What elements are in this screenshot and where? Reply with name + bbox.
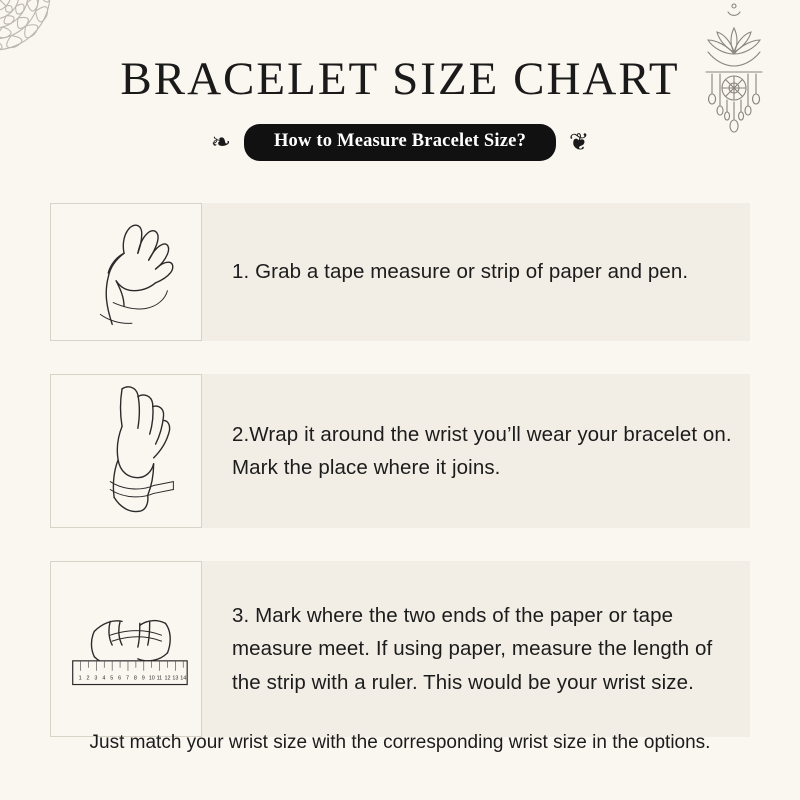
step-text: 1. Grab a tape measure or strip of paper and pen. bbox=[232, 260, 689, 284]
svg-text:11: 11 bbox=[156, 675, 163, 682]
svg-text:10: 10 bbox=[148, 675, 155, 682]
svg-text:8: 8 bbox=[133, 675, 137, 682]
svg-text:14: 14 bbox=[180, 675, 187, 682]
svg-text:7: 7 bbox=[126, 675, 130, 682]
list-item bbox=[50, 203, 750, 341]
flourish-left-icon: ❧ bbox=[210, 129, 232, 156]
svg-text:4: 4 bbox=[102, 675, 106, 682]
hands-measuring-strip-with-ruler-illustration bbox=[50, 561, 202, 737]
list-item bbox=[50, 561, 750, 737]
svg-text:5: 5 bbox=[110, 675, 114, 682]
svg-text:2: 2 bbox=[86, 675, 90, 682]
steps-list bbox=[0, 203, 800, 770]
hand-with-tape-wrapped-around-wrist-illustration bbox=[50, 374, 202, 528]
step-text: 3. Mark where the two ends of the paper or tape measure meet. If using paper, measure the length of the strip with a ruler. This would be your wrist size. bbox=[232, 604, 713, 694]
svg-text:13: 13 bbox=[172, 675, 179, 682]
svg-text:1: 1 bbox=[78, 675, 82, 682]
svg-text:9: 9 bbox=[141, 675, 145, 682]
footnote: Just match your wrist size with the corresponding wrist size in the options. bbox=[89, 732, 711, 753]
svg-text:12: 12 bbox=[164, 675, 171, 682]
subtitle-badge: How to Measure Bracelet Size? bbox=[244, 124, 556, 161]
flourish-right-icon: ❦ bbox=[568, 129, 590, 156]
page-title: BRACELET SIZE CHART bbox=[120, 53, 680, 105]
subtitle-row bbox=[0, 124, 800, 161]
hand-holding-tape-measure-illustration bbox=[50, 203, 202, 341]
step-text: 2.Wrap it around the wrist you’ll wear your bracelet on. Mark the place where it joins. bbox=[232, 422, 732, 479]
svg-text:3: 3 bbox=[94, 675, 98, 682]
svg-text:6: 6 bbox=[118, 675, 122, 682]
list-item bbox=[50, 374, 750, 528]
